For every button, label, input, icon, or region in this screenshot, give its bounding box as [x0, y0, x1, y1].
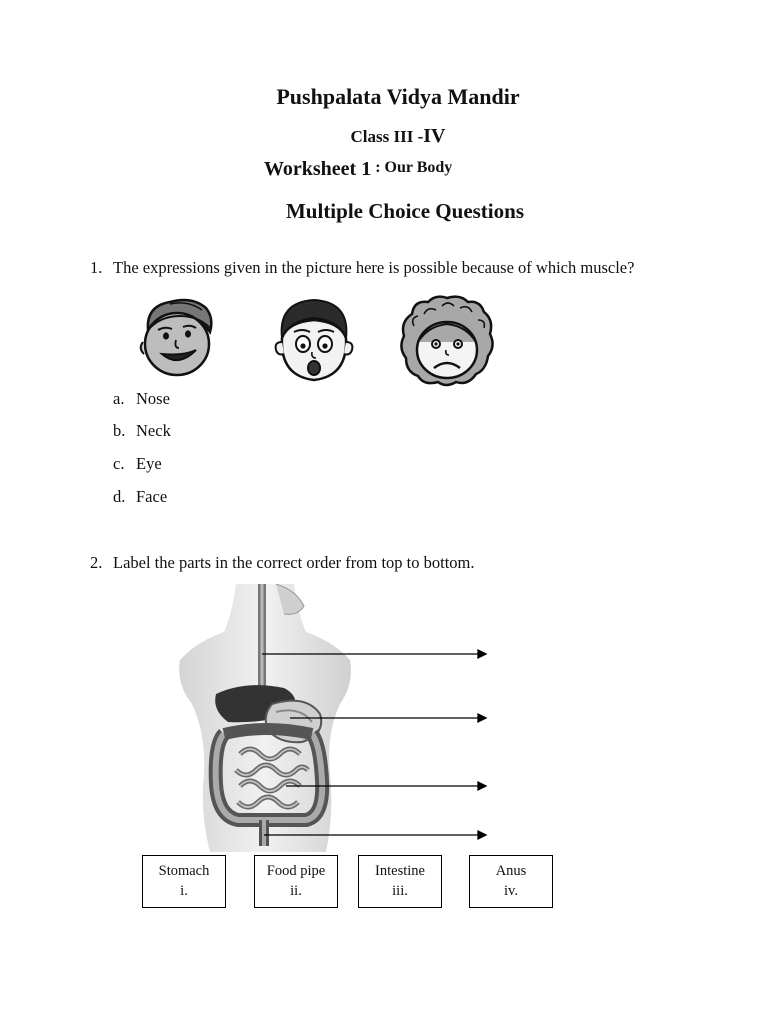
- option-b: [113, 421, 171, 441]
- option-text: Neck: [136, 421, 171, 440]
- question-text: Label the parts in the correct order from top to bottom.: [113, 553, 475, 572]
- label-box-stomach: [142, 855, 226, 908]
- option-letter: d.: [113, 487, 126, 506]
- option-letter: b.: [113, 421, 126, 440]
- digestive-system-diagram: [176, 584, 496, 852]
- worksheet-title: Worksheet 1: [264, 158, 372, 180]
- label-box-intestine: [358, 855, 442, 908]
- surprised-face-icon: [266, 292, 362, 388]
- option-text: Eye: [136, 454, 162, 473]
- sad-face-icon: [398, 292, 496, 390]
- option-letter: a.: [113, 389, 125, 408]
- option-letter: c.: [113, 454, 125, 473]
- option-a: [113, 389, 170, 409]
- question-number: 1.: [90, 258, 103, 277]
- label-numeral: iii.: [392, 883, 408, 899]
- section-title: Multiple Choice Questions: [285, 199, 524, 223]
- label-numeral: iv.: [504, 883, 518, 899]
- class-suffix: IV: [423, 125, 446, 147]
- label-box-food-pipe: [254, 855, 338, 908]
- option-d: [113, 487, 167, 507]
- class-line: [0, 125, 768, 148]
- option-text: Face: [136, 487, 168, 506]
- label-name: Anus: [495, 863, 527, 879]
- class-prefix: Class III -: [350, 127, 424, 146]
- label-name: Food pipe: [266, 863, 326, 879]
- question-1: [90, 258, 634, 278]
- question-text: The expressions given in the picture here is possible because of which muscle?: [113, 258, 635, 277]
- label-numeral: ii.: [290, 883, 302, 899]
- question-2: [90, 553, 475, 573]
- label-name: Intestine: [375, 863, 425, 879]
- question-number: 2.: [90, 553, 103, 572]
- label-name: Stomach: [158, 863, 210, 879]
- option-c: [113, 454, 162, 474]
- label-box-anus: [469, 855, 553, 908]
- school-name: Pushpalata Vidya Mandir: [276, 84, 520, 109]
- worksheet-topic: : Our Body: [375, 159, 453, 176]
- worksheet-line: [264, 158, 452, 181]
- label-numeral: i.: [180, 883, 188, 899]
- option-text: Nose: [136, 389, 170, 408]
- smiling-face-icon: [130, 292, 220, 382]
